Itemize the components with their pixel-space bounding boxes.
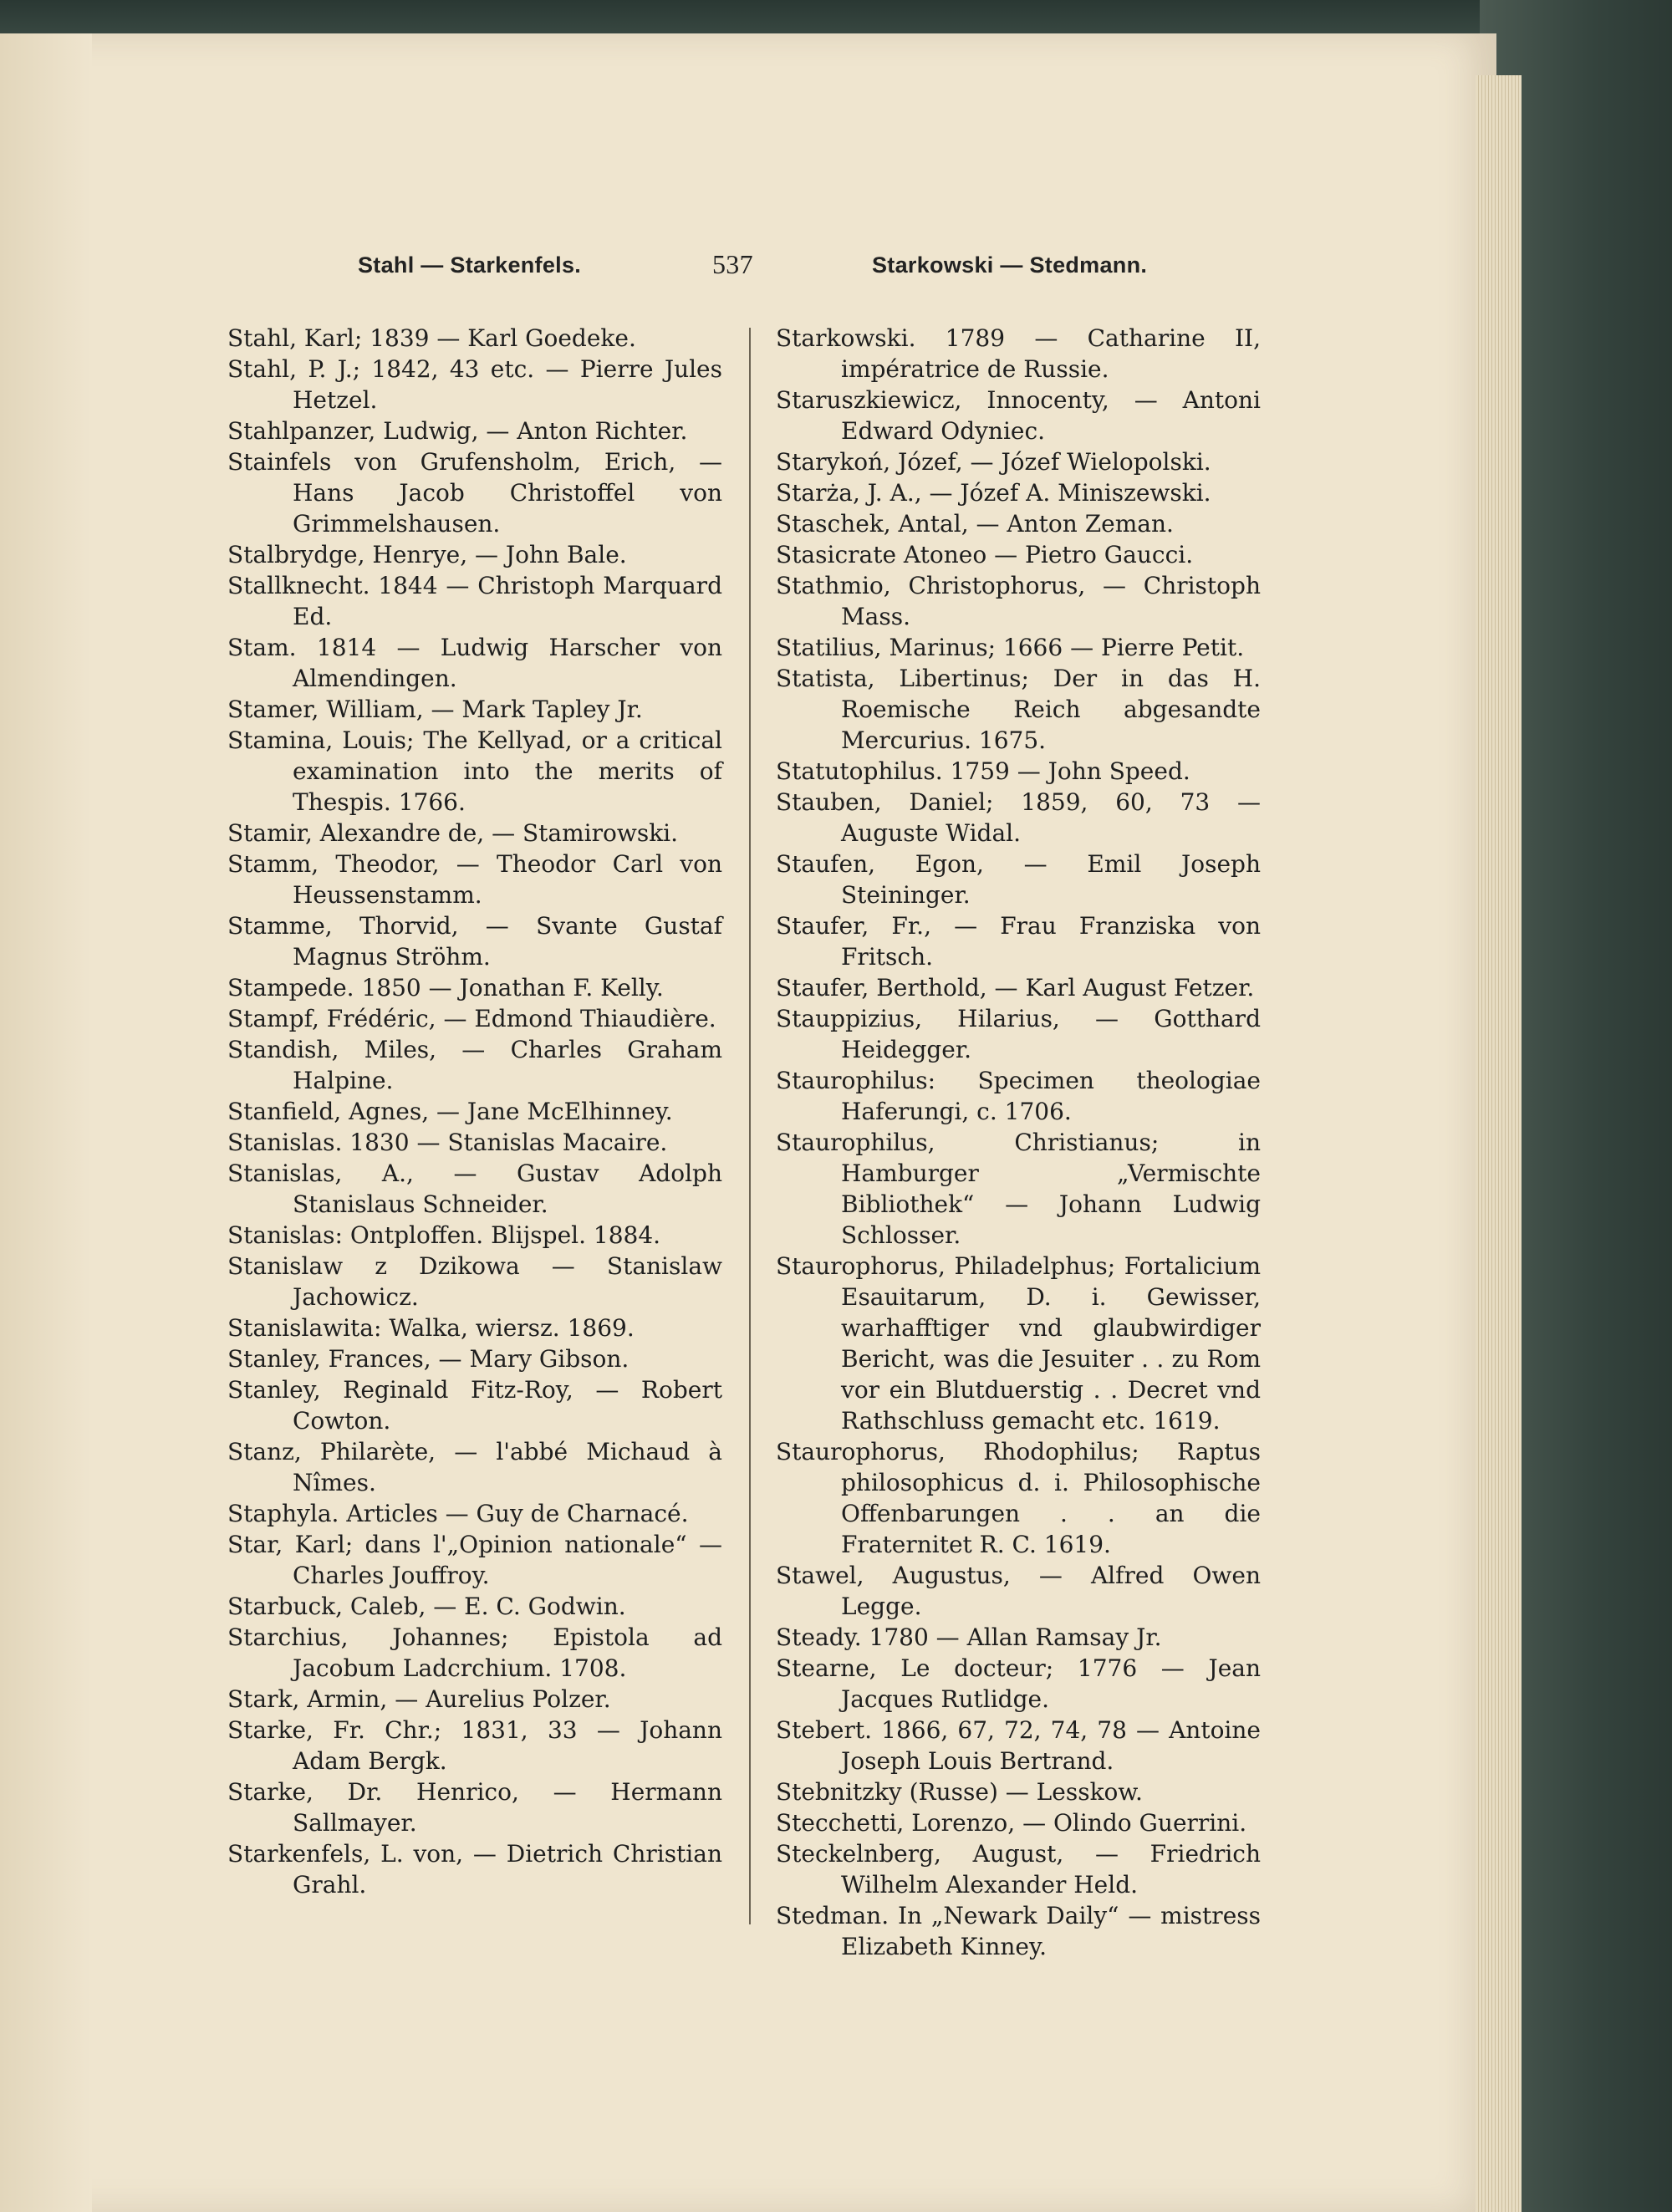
index-entry: Starkenfels, L. von, — Dietrich Christian Grahl. [227,1840,722,1899]
index-entry: Starchius, Johannes; Epistola ad Jacobum Ladcrchium. 1708. [227,1623,722,1682]
index-entry: Stebnitzky (Russe) — Lesskow. [776,1778,1143,1806]
index-entry: Stanz, Philarète, — l'abbé Michaud à Nîmes. [227,1438,722,1496]
index-entry: Stahl, Karl; 1839 — Karl Goedeke. [227,324,636,352]
index-entry: Stallknecht. 1844 — Christoph Marquard Ed. [227,572,722,630]
index-entry: Stecchetti, Lorenzo, — Olindo Guerrini. [776,1809,1247,1837]
index-entry: Stanfield, Agnes, — Jane McElhinney. [227,1098,673,1125]
index-entry: Stasicrate Atoneo — Pietro Gaucci. [776,541,1194,568]
index-entry: Starkowski. 1789 — Catharine II, impératrice de Russie. [776,324,1261,383]
index-entry: Staurophilus: Specimen theologiae Haferungi, c. 1706. [776,1067,1261,1125]
index-entry: Steady. 1780 — Allan Ramsay Jr. [776,1623,1162,1651]
index-entry: Staufen, Egon, — Emil Joseph Steininger. [776,850,1261,909]
index-entry: Stanislaw z Dzikowa — Stanislaw Jachowicz. [227,1252,722,1311]
page-edges [1476,75,1522,2212]
index-entry: Stamir, Alexandre de, — Stamirowski. [227,819,679,847]
index-entry: Staufer, Fr., — Frau Franziska von Fritsch. [776,912,1261,971]
index-entry: Staruszkiewicz, Innocenty, — Antoni Edward Odyniec. [776,386,1261,445]
index-entry: Stamm, Theodor, — Theodor Carl von Heussenstamm. [227,850,722,909]
index-entry: Stanley, Reginald Fitz-Roy, — Robert Cowton. [227,1376,722,1435]
index-entry: Starke, Dr. Henrico, — Hermann Sallmayer. [227,1778,722,1837]
book-page [0,33,1496,2212]
column-divider [749,328,751,1924]
right-column [776,323,1261,1962]
index-entry: Staurophorus, Philadelphus; Fortalicium Esauitarum, D. i. Gewisser, warhafftiger vnd glaubwirdiger Bericht, was die Jesuiter . . zu Rom vor ein Blutduerstig . . Decret vnd Rathschluss gemacht etc. 1619. [776,1252,1261,1435]
index-entry: Stamina, Louis; The Kellyad, or a critical examination into the merits of Thespis. 1766. [227,726,722,816]
index-entry: Stamme, Thorvid, — Svante Gustaf Magnus Ströhm. [227,912,722,971]
index-entry: Stampf, Frédéric, — Edmond Thiaudière. [227,1005,716,1032]
index-entry: Stahlpanzer, Ludwig, — Anton Richter. [227,417,688,445]
index-entry: Staurophilus, Christianus; in Hamburger „Vermischte Bibliothek“ — Johann Ludwig Schlosser. [776,1129,1261,1249]
index-entry: Stanislas: Ontploffen. Blijspel. 1884. [227,1221,661,1249]
index-entry: Staurophorus, Rhodophilus; Raptus philosophicus d. i. Philosophische Offenbarungen . . an die Fraternitet R. C. 1619. [776,1438,1261,1558]
index-entry: Stam. 1814 — Ludwig Harscher von Almendingen. [227,634,722,692]
index-entry: Starża, J. A., — Józef A. Miniszewski. [776,479,1211,507]
index-entry: Statilius, Marinus; 1666 — Pierre Petit. [776,634,1245,661]
index-entry: Stanislas. 1830 — Stanislas Macaire. [227,1129,668,1156]
running-header-left: Stahl — Starkenfels. [358,252,582,278]
page-number: 537 [712,249,753,279]
index-entry: Stampede. 1850 — Jonathan F. Kelly. [227,974,664,1002]
index-entry: Stark, Armin, — Aurelius Polzer. [227,1685,611,1713]
index-entry: Statista, Libertinus; Der in das H. Roemische Reich abgesandte Mercurius. 1675. [776,665,1261,754]
index-entry: Stainfels von Grufensholm, Erich, — Hans Jacob Christoffel von Grimmelshausen. [227,448,722,538]
index-entry: Stauben, Daniel; 1859, 60, 73 — Auguste Widal. [776,788,1261,847]
index-entry: Stauppizius, Hilarius, — Gotthard Heidegger. [776,1005,1261,1063]
index-entry: Star, Karl; dans l'„Opinion nationale“ — Charles Jouffroy. [227,1531,722,1589]
running-header-right: Starkowski — Stedmann. [872,252,1148,278]
index-entry: Stahl, P. J.; 1842, 43 etc. — Pierre Jules Hetzel. [227,355,722,414]
index-entry: Stanley, Frances, — Mary Gibson. [227,1345,630,1373]
index-entry: Stebert. 1866, 67, 72, 74, 78 — Antoine Joseph Louis Bertrand. [776,1716,1261,1775]
index-entry: Stanislas, A., — Gustav Adolph Stanislaus Schneider. [227,1160,722,1218]
index-entry: Staufer, Berthold, — Karl August Fetzer. [776,974,1255,1002]
left-column [227,323,722,1900]
page-gutter [0,33,92,2212]
index-entry: Stathmio, Christophorus, — Christoph Mass. [776,572,1261,630]
index-entry: Starke, Fr. Chr.; 1831, 33 — Johann Adam Bergk. [227,1716,722,1775]
index-entry: Steckelnberg, August, — Friedrich Wilhelm Alexander Held. [776,1840,1261,1899]
index-entry: Stawel, Augustus, — Alfred Owen Legge. [776,1562,1261,1620]
index-entry: Staphyla. Articles — Guy de Charnacé. [227,1500,689,1527]
index-entry: Stanislawita: Walka, wiersz. 1869. [227,1314,635,1342]
index-entry: Stalbrydge, Henrye, — John Bale. [227,541,627,568]
index-entry: Staschek, Antal, — Anton Zeman. [776,510,1174,538]
index-entry: Statutophilus. 1759 — John Speed. [776,757,1190,785]
index-entry: Starbuck, Caleb, — E. C. Godwin. [227,1593,626,1620]
index-entry: Stamer, William, — Mark Tapley Jr. [227,696,643,723]
index-entry: Stedman. In „Newark Daily“ — mistress Elizabeth Kinney. [776,1902,1261,1960]
index-entry: Starykoń, Józef, — Józef Wielopolski. [776,448,1211,476]
index-entry: Standish, Miles, — Charles Graham Halpine. [227,1036,722,1094]
index-entry: Stearne, Le docteur; 1776 — Jean Jacques Rutlidge. [776,1654,1261,1713]
